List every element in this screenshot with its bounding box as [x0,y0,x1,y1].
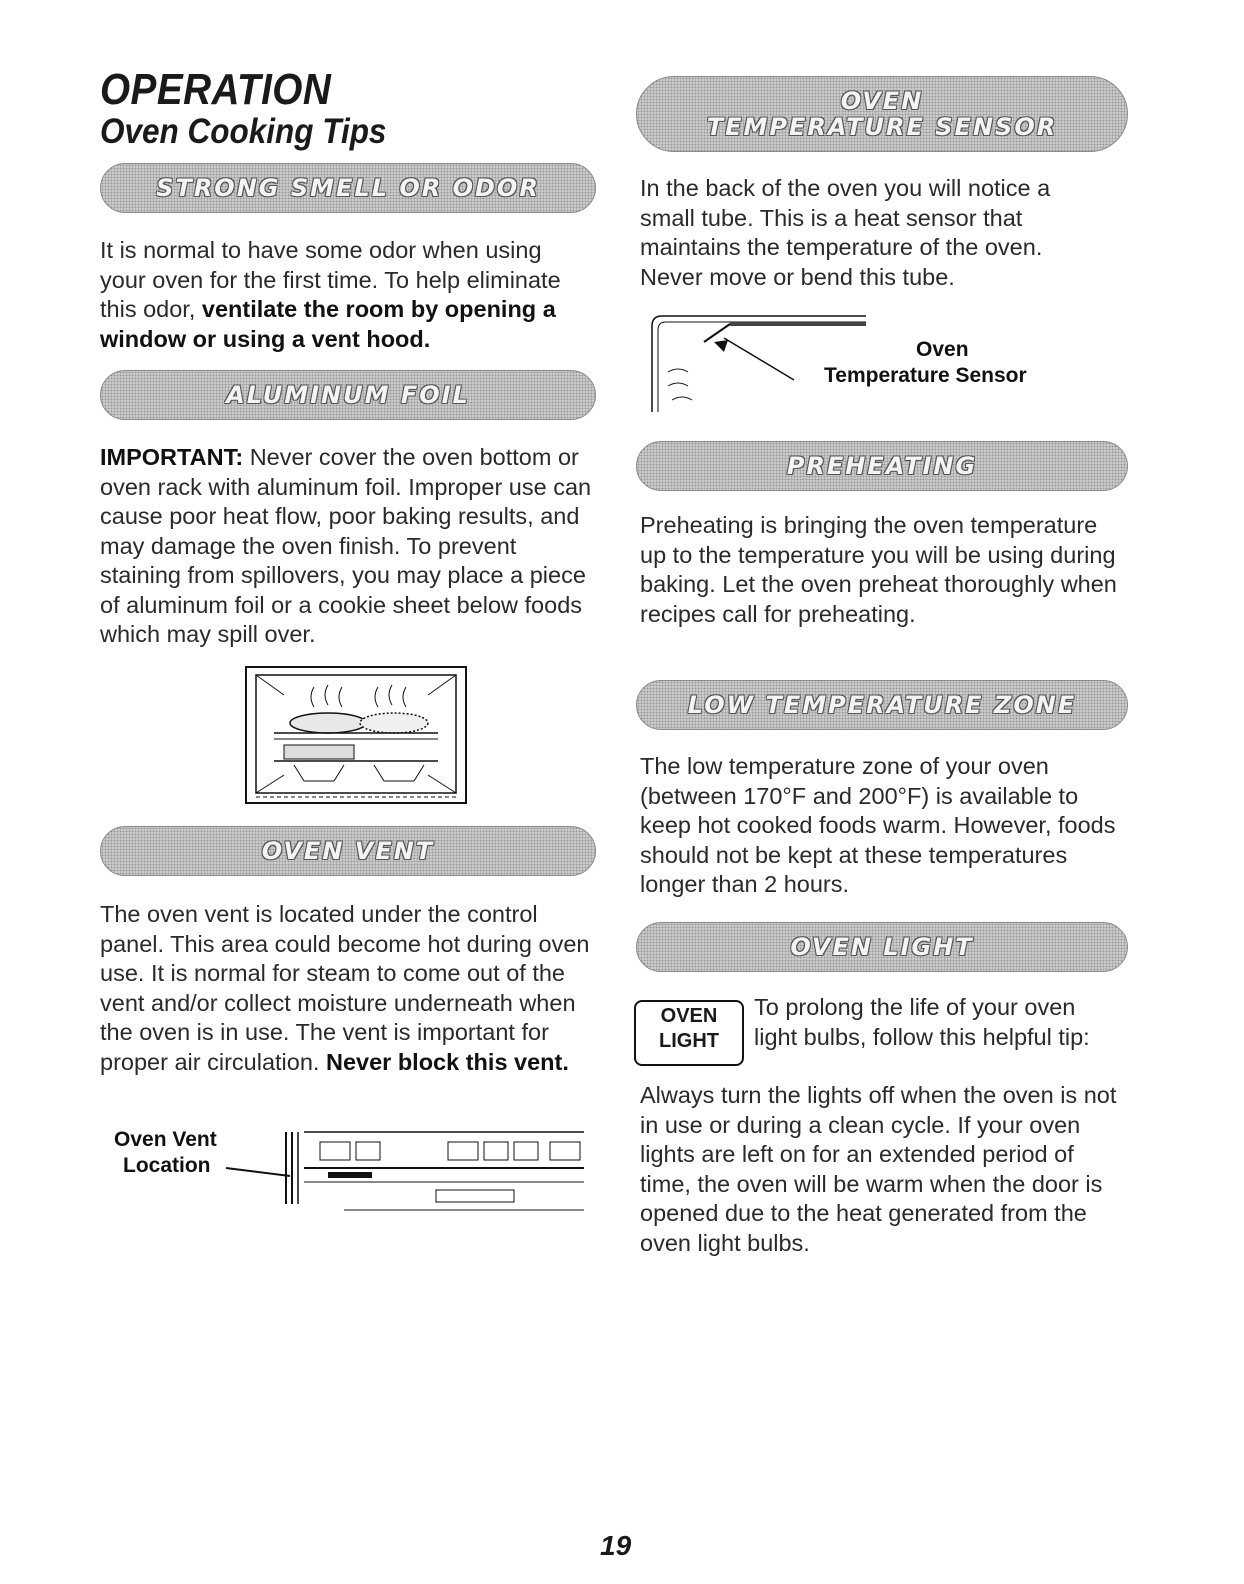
oven-vent-heading: OVEN VENT [261,837,435,865]
page-number: 19 [600,1530,632,1561]
oven-light-text-first: To prolong the life of your oven light bulbs, follow this helpful tip: [754,994,1090,1050]
preheating-paragraph [640,511,1118,629]
oven-light-key-line1: OVEN [660,1005,718,1027]
low-temp-zone-banner [636,680,1128,730]
oven-light-paragraph-first [754,993,1124,1052]
oven-light-key-line2: LIGHT [659,1030,719,1052]
oven-vent-caption-line2: Location [123,1154,211,1177]
low-temp-zone-text: The low temperature zone of your oven (between 170°F and 200°F) is available to keep hot cooked foods warm. However, foods should not be kept at these temperatures longer than 2 hours. [640,753,1116,897]
temp-sensor-heading-line2: TEMPERATURE SENSOR [706,113,1058,141]
aluminum-foil-banner [100,370,596,420]
temp-sensor-caption [824,337,1064,389]
strong-smell-text: It is normal to have some odor when using your oven for the first time. To help eliminate this odor, [100,237,561,322]
oven-vent-caption [114,1127,217,1179]
important-label: IMPORTANT: [100,444,244,470]
oven-light-heading: OVEN LIGHT [790,933,974,961]
preheating-heading: PREHEATING [786,452,978,480]
strong-smell-heading: STRONG SMELL OR ODOR [156,174,540,202]
oven-light-paragraph-rest [640,1081,1124,1258]
oven-light-banner [636,922,1128,972]
aluminum-foil-heading: ALUMINUM FOIL [226,381,470,409]
oven-vent-text: The oven vent is located under the control panel. This area could become hot during oven use. It is normal for steam to come out of the vent and/or collect moisture underneath when the oven is in use. The vent is important for proper air circulation. [100,901,590,1075]
temp-sensor-banner [636,76,1128,152]
aluminum-foil-text: Never cover the oven bottom or oven rack with aluminum foil. Improper use can cause poor heat flow, poor baking results, and may damage the oven finish. To prevent staining from spillovers, you may place a piece of aluminum foil or a cookie sheet below foods which may spill over. [100,444,592,647]
preheating-banner [636,441,1128,491]
low-temp-zone-paragraph [640,752,1124,900]
strong-smell-banner [100,163,596,213]
page-title: OPERATION [100,65,332,114]
temp-sensor-caption-line2: Temperature Sensor [824,364,1027,387]
oven-vent-illustration [224,1124,590,1216]
page-subtitle: Oven Cooking Tips [100,112,387,151]
aluminum-foil-paragraph [100,443,595,650]
oven-rack-illustration [244,665,468,805]
oven-vent-caption-line1: Oven Vent [114,1128,217,1151]
oven-vent-bold-text: Never block this vent. [325,1048,569,1075]
strong-smell-paragraph [100,236,585,354]
oven-light-key [634,1000,744,1066]
oven-vent-paragraph [100,900,590,1077]
low-temp-zone-heading: LOW TEMPERATURE ZONE [687,691,1077,719]
temp-sensor-heading-line1: OVEN [840,87,924,115]
strong-smell-bold-text: ventilate the room by opening a window or using a vent hood. [100,296,556,352]
temp-sensor-text: In the back of the oven you will notice a small tube. This is a heat sensor that maintains the temperature of the oven. Never move or bend this tube. [640,175,1051,290]
oven-light-text-rest: Always turn the lights off when the oven is not in use or during a clean cycle. If your oven lights are left on for an extended period of time, the oven will be warm when the door is opened due to the heat generated from the oven light bulbs. [640,1082,1117,1256]
oven-vent-banner [100,826,596,876]
temp-sensor-paragraph [640,174,1110,292]
temp-sensor-caption-line1: Oven [916,338,969,361]
preheating-text: Preheating is bringing the oven temperature up to the temperature you will be using during baking. Let the oven preheat thoroughly when recipes call for preheating. [640,512,1117,627]
